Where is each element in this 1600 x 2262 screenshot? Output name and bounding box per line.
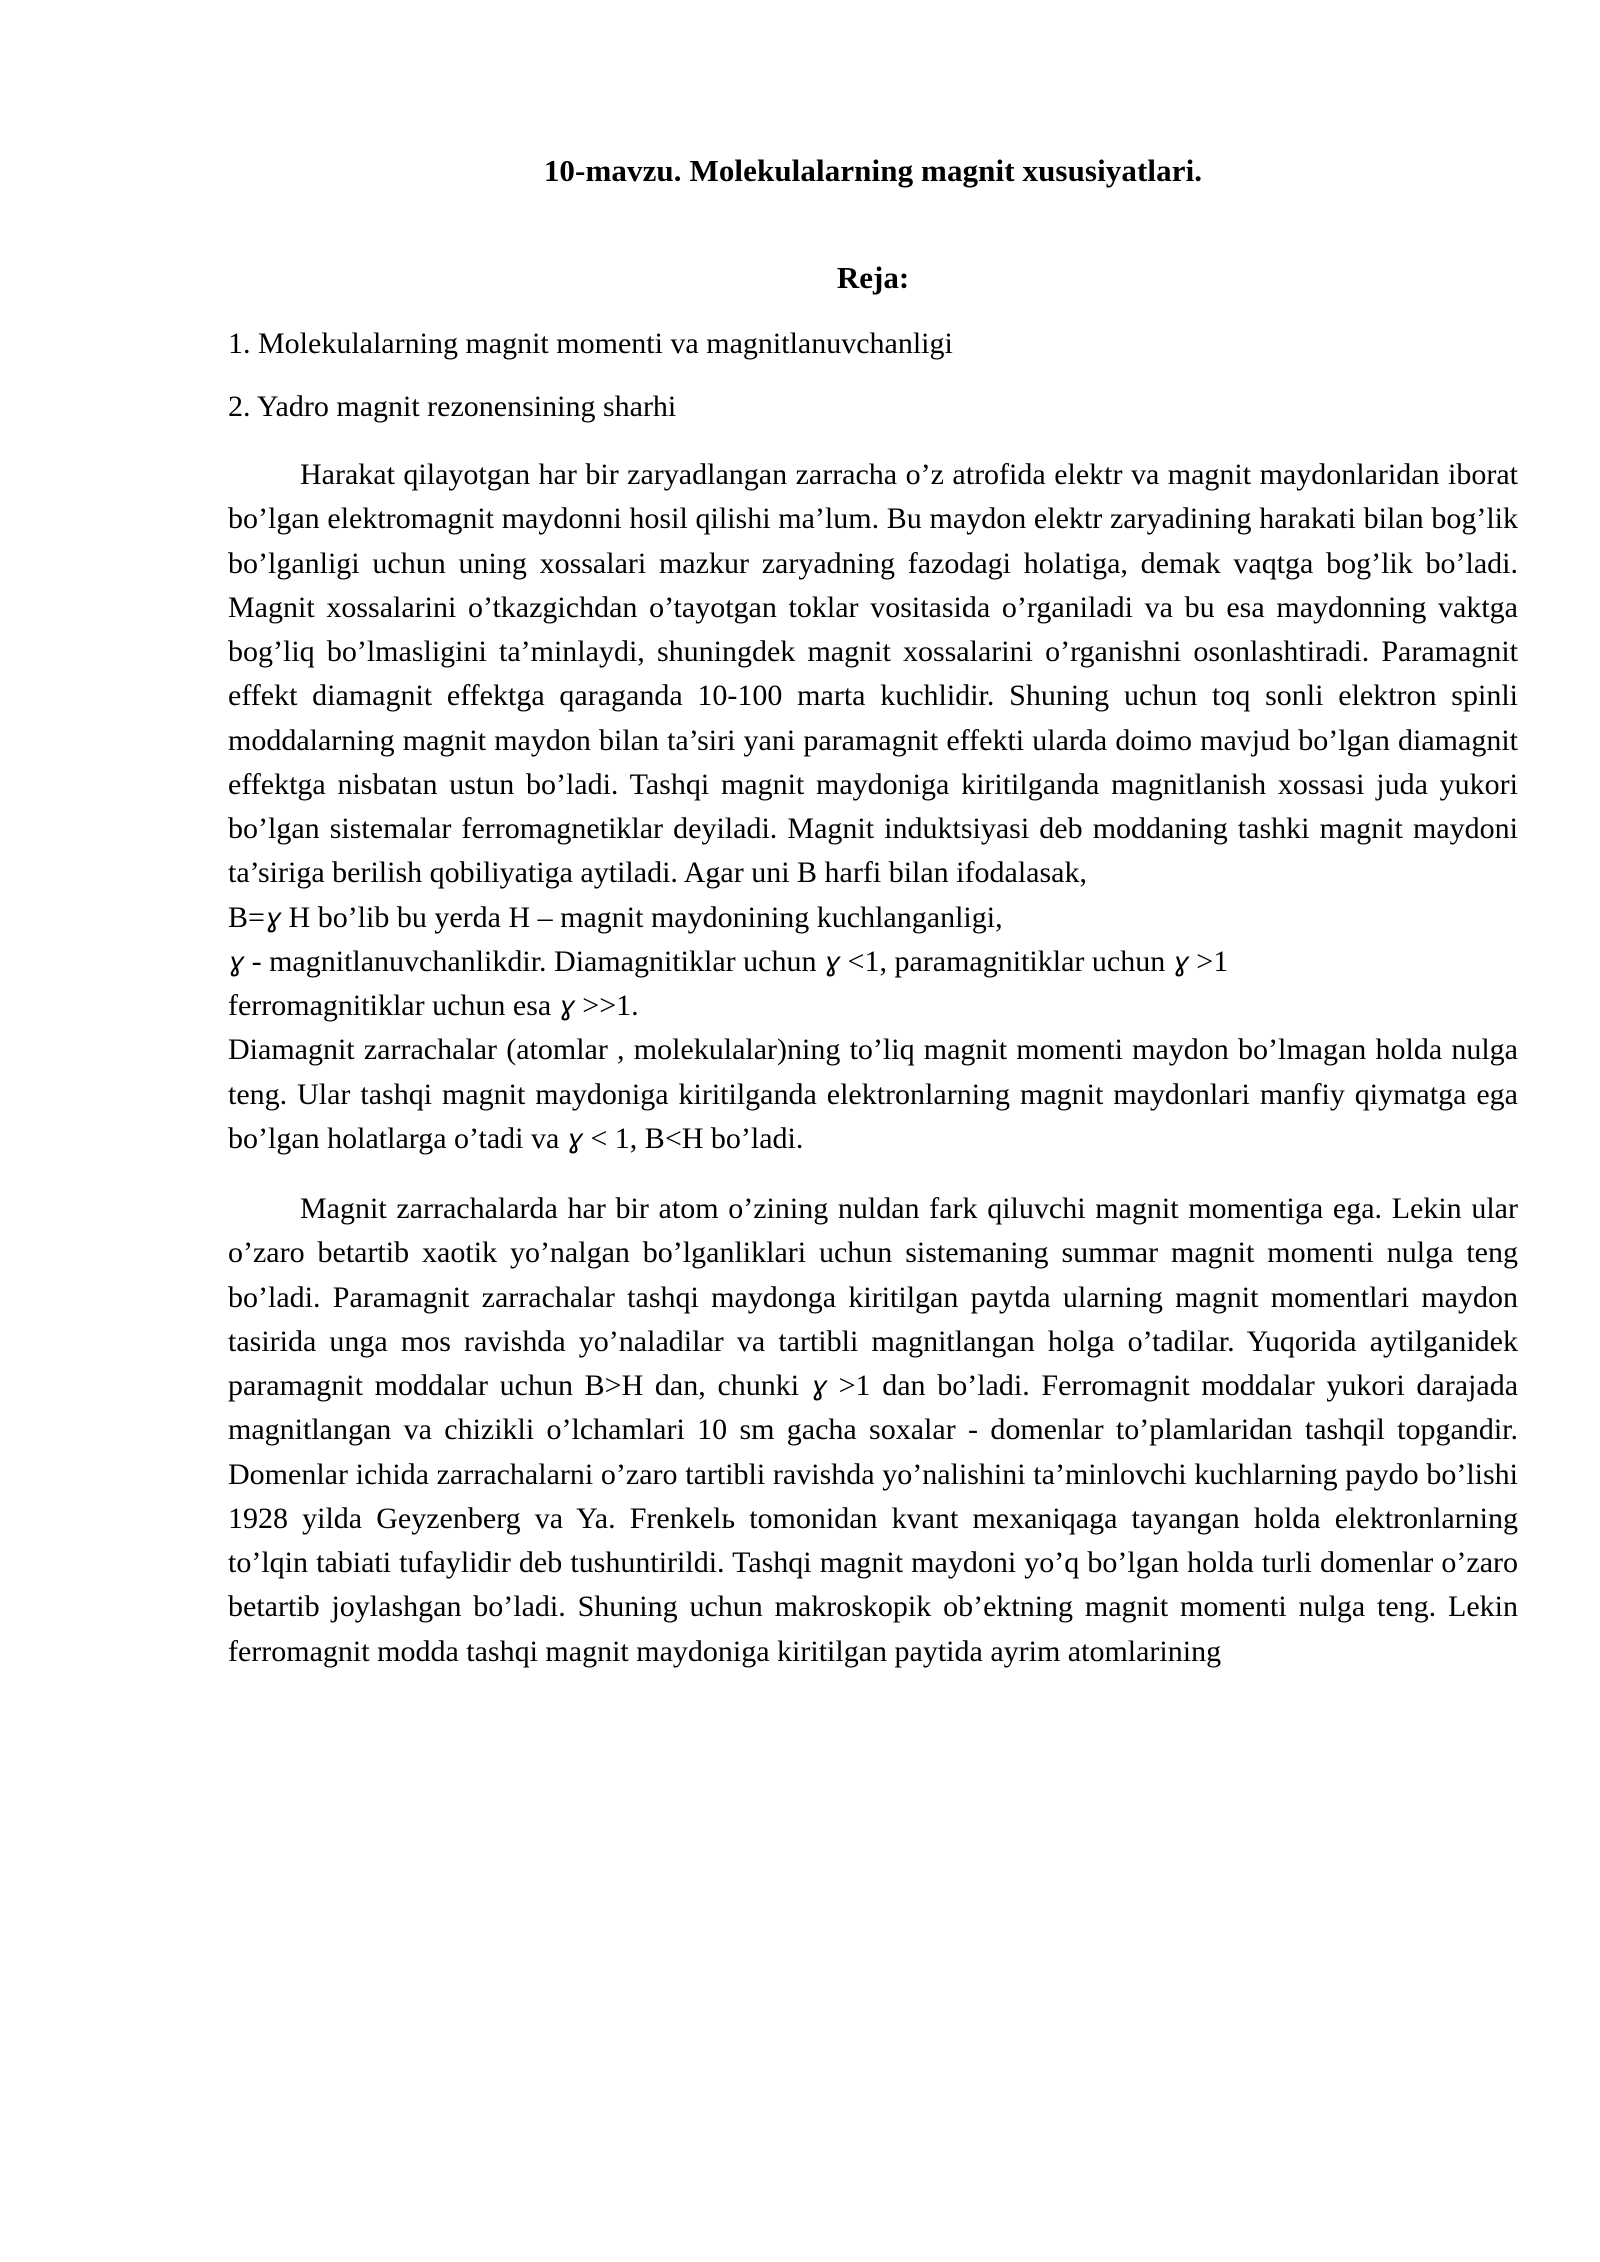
body-paragraph-1: Harakat qilayotgan har bir zaryadlangan zarracha o’z atrofida elektr va magnit maydonlaridan iborat bo’lgan elektromagnit maydonni hosil qilishi ma’lum. Bu maydon elektr zaryadining harakati bilan bog’lik bo’lganligi uchun uning xossalari mazkur zaryadning fazodagi holatiga, demak vaqtga bog’lik bo’ladi. Magnit xossalarini o’tkazgichdan o’tayotgan toklar vositasida o’rganiladi va bu esa maydonning vaktga bog’liq bo’lmasligini ta’minlaydi, shuningdek magnit xossalarini o’rganishni osonlashtiradi. Paramagnit effekt diamagnit effektga qaraganda 10-100 marta kuchlidir. Shuning uchun toq sonli elektron spinli moddalarning magnit maydon bilan ta’siri yani paramagnit effekti ularda doimo mavjud bo’lgan diamagnit effektga nisbatan ustun bo’ladi. Tashqi magnit maydoniga kiritilganda magnitlanish xossasi juda yukori bo’lgan sistemalar ferromagnetiklar deyiladi. Magnit induktsiyasi deb moddaning tashki magnit maydoni ta’siriga berilish qobiliyatiga aytiladi. Agar uni B harfi bilan ifodalasak, xyxy=(228,458,1518,890)
reja-item-1: 1. Molekulalarning magnit momenti va magnitlanuvchanligi xyxy=(228,327,953,361)
magnetic-susceptibility-symbol: ɣ xyxy=(823,946,841,978)
formula-line-2-text-a: - magnitlanuvchanlikdir. Diamagnitiklar uchun xyxy=(244,944,824,978)
paragraph-spacer xyxy=(228,1161,1518,1187)
magnetic-susceptibility-symbol: ɣ xyxy=(810,1371,827,1403)
page-title: 10-mavzu. Molekulalarning magnit xususiyatlari. xyxy=(543,153,1203,188)
body-paragraph-3 xyxy=(228,1187,1518,1674)
formula-line-2 xyxy=(228,940,1518,984)
reja-item-2: 2. Yadro magnit rezonensining sharhi xyxy=(228,389,677,423)
body-paragraph-3-text-b: >1 dan bo’ladi. Ferromagnit moddalar yukori darajada magnitlangan va chizikli o’lchamlari 10 sm gacha soxalar - domenlar to’plamlaridan tashqil topgandir. Domenlar ichida zarrachalarni o’zaro tartibli ravishda yo’nalishini ta’minlovchi kuchlarning paydo bo’lishi 1928 yilda Geyzenberg va Ya. Frenkelь tomonidan kvant mexaniqaga tayangan holda elektronlarning to’lqin tabiati tufaylidir deb tushuntirildi. Tashqi magnit maydoni yo’q bo’lgan holda turli domenlar o’zaro betartib joylashgan bo’ladi. Shuning uchun makroskopik ob’ektning magnit momenti nulga teng. Lekin ferromagnit modda tashqi magnit maydoniga kiritilgan paytida ayrim atomlarining xyxy=(228,1369,1519,1668)
body-paragraph-2-text-a: Diamagnit zarrachalar (atomlar , molekulalar)ning to’liq magnit momenti maydon bo’lmagan holda nulga teng. Ular tashqi magnit maydoniga kiritilganda elektronlarning magnit maydonlari manfiy qiymatga ega bo’lgan holatlarga o’tadi va xyxy=(228,1033,1518,1155)
magnetic-susceptibility-symbol: ɣ xyxy=(558,991,575,1023)
magnetic-susceptibility-symbol: ɣ xyxy=(566,1123,583,1155)
formula-line-3 xyxy=(228,984,1518,1028)
formula-line-1 xyxy=(228,896,1518,940)
magnetic-susceptibility-symbol: ɣ xyxy=(228,946,245,978)
body-paragraph-2 xyxy=(228,1028,1518,1161)
formula-line-3-suffix: >>1. xyxy=(574,989,639,1023)
body-paragraph-3-text-a: Magnit zarrachalarda har bir atom o’zining nuldan fark qiluvchi magnit momentiga ega. Lekin ular o’zaro betartib xaotik yo’nalgan bo’lganliklari uchun sistemaning summar magnit momenti nulga teng bo’ladi. Paramagnit zarrachalar tashqi maydonga kiritilgan paytda ularning magnit momentlari maydon tasirida unga mos ravishda yo’naladilar va tartibli magnitlangan holga o’tadilar. Yuqorida aytilganidek paramagnit moddalar uchun B>H dan, chunki xyxy=(228,1192,1518,1403)
reja-heading: Reja: xyxy=(836,260,910,296)
formula-line-3-prefix: ferromagnitiklar uchun esa xyxy=(228,989,559,1023)
body-paragraph-2-text-b: < 1, B<H bo’ladi. xyxy=(582,1121,804,1155)
magnetic-susceptibility-symbol: ɣ xyxy=(264,902,282,934)
formula-suffix: H bo’lib bu yerda H – magnit maydonining kuchlanganligi, xyxy=(281,900,1003,934)
formula-line-2-text-c: >1 xyxy=(1188,944,1229,978)
formula-prefix: B= xyxy=(228,900,265,934)
document-content xyxy=(228,0,1518,1674)
magnetic-susceptibility-symbol: ɣ xyxy=(1172,946,1189,978)
formula-line-2-text-b: <1, paramagnitiklar uchun xyxy=(840,944,1173,978)
